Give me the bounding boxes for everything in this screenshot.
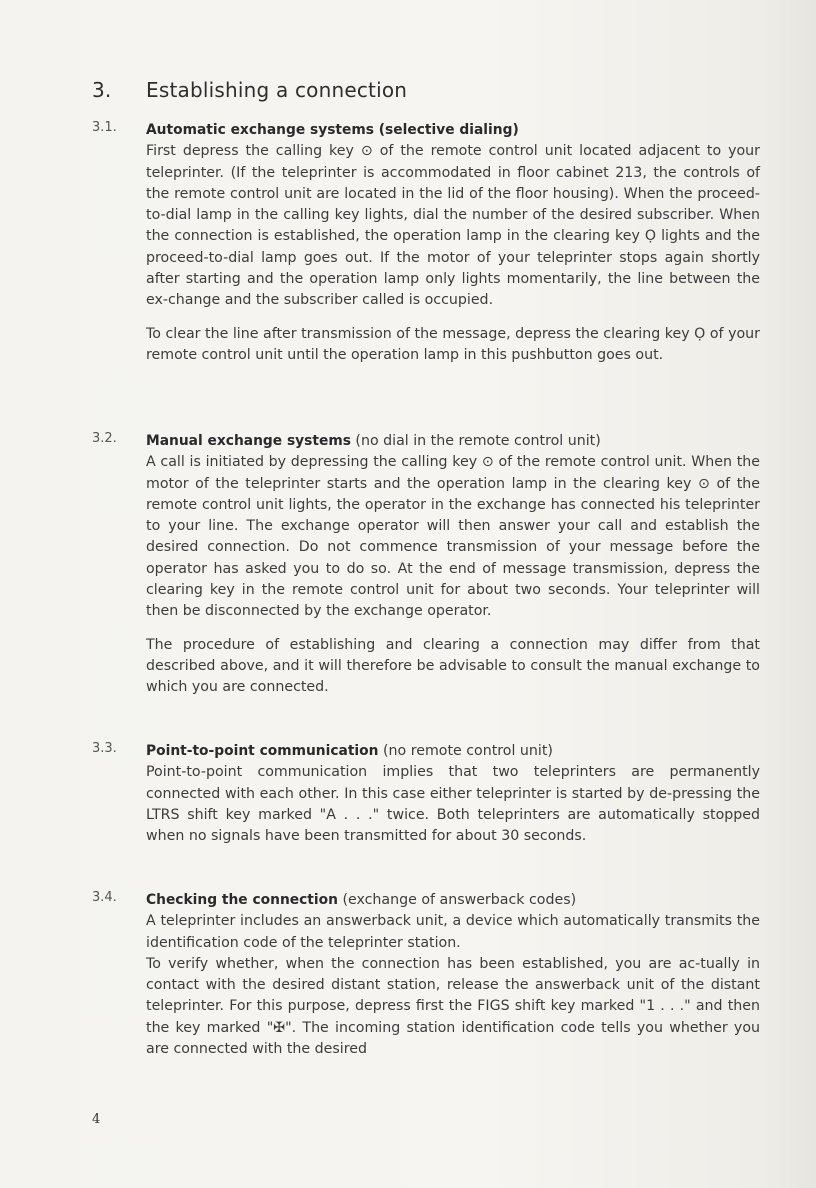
page-number: 4 [92,1112,101,1127]
section-3-4 [92,890,760,1060]
section-number: 3.3. [92,741,117,756]
section-number: 3.1. [92,120,117,135]
section-title: Checking the connection [146,892,338,908]
section-title-suffix: (no dial in the remote control unit) [350,433,601,449]
section-title-suffix: (exchange of answerback codes) [337,892,577,908]
paragraph: A call is initiated by depressing the calling key ⊙ of the remote control unit. When the motor of the teleprinter starts and the operation lamp in the clearing key ⊙ of the remote control unit lights, the operator in the exchange has connected his teleprinter to your line. The exchange operator will then answer your call and establish the desired connection. Do not commence transmission of your message before the operator has asked you to do so. At the end of message transmission, depress the clearing key in the remote control unit for about two seconds. Your teleprinter will then be disconnected by the exchange operator. [146,454,760,620]
section-number: 3.4. [92,890,117,905]
paragraph: The procedure of establishing and clearing a connection may differ from that described above, and it will therefore be advisable to consult the manual exchange to which you are connected. [146,636,760,696]
heading-number: 3. [92,78,112,102]
heading-title: Establishing a connection [146,78,408,102]
section-3-3 [92,741,760,847]
section-title: Point-to-point communication [146,743,379,759]
paragraph: First depress the calling key ⊙ of the remote control unit located adjacent to your teleprinter. (If the teleprinter is accommodated in floor cabinet 213, the controls of the remote control unit are located in the lid of the floor housing). When the proceed-to-dial lamp in the calling key lights, dial the number of the desired subscriber. When the connection is established, the operation lamp in the clearing key Ọ lights and the proceed-to-dial lamp goes out. If the motor of your teleprinter stops again shortly after starting and the operation lamp only lights momentarily, the line between the ex-change and the subscriber called is occupied. [146,143,760,309]
section-number: 3.2. [92,431,117,446]
section-title: Automatic exchange systems (selective dialing) [146,122,519,138]
paragraph: To verify whether, when the connection has been established, you are ac-tually in contact with the desired distant station, release the answerback unit of the distant teleprinter. For this purpose, depress first the FIGS shift key marked "1 . . ." and then the key marked "✠". The incoming station identification code tells you whether you are connected with the desired [146,955,760,1058]
section-3-1 [92,120,760,366]
paragraph: Point-to-point communication implies that two teleprinters are permanently connected with each other. In this case either teleprinter is started by de-pressing the LTRS shift key marked "A . . ." twice. Both teleprinters are automatically stopped when no signals have been transmitted for about 30 seconds. [146,764,760,845]
paragraph: A teleprinter includes an answerback unit, a device which automatically transmits the identification code of the teleprinter station. [146,913,760,951]
paragraph: To clear the line after transmission of the message, depress the clearing key Ọ of your remote control unit until the operation lamp in this pushbutton goes out. [146,325,760,363]
section-title-suffix: (no remote control unit) [378,743,553,759]
section-3-2 [92,431,760,699]
section-title: Manual exchange systems [146,433,351,449]
